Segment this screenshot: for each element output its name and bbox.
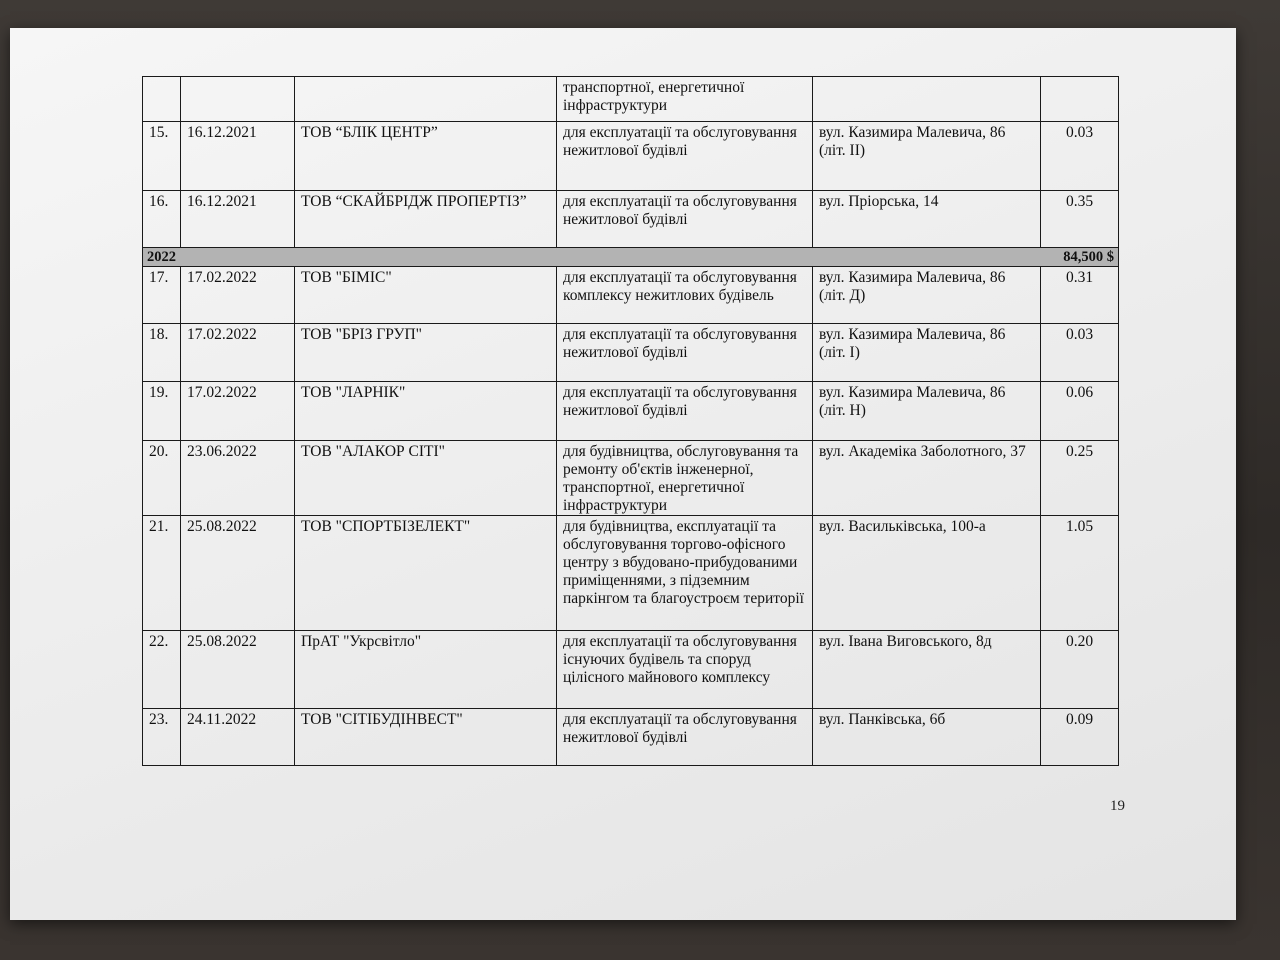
row-tenant: ТОВ "БРІЗ ГРУП" <box>295 324 557 382</box>
row-address <box>813 77 1041 122</box>
row-address: вул. Казимира Малевича, 86 (літ. І) <box>813 324 1041 382</box>
row-number: 19. <box>143 382 181 441</box>
land-lease-table <box>142 76 1119 766</box>
table-row <box>143 631 1119 709</box>
year-total: 84,500 $ <box>1063 249 1114 265</box>
row-area: 0.35 <box>1041 191 1119 248</box>
row-tenant: ТОВ "СІТІБУДІНВЕСТ" <box>295 709 557 766</box>
table-row <box>143 441 1119 516</box>
row-address: вул. Казимира Малевича, 86 (літ. Д) <box>813 267 1041 324</box>
row-address: вул. Казимира Малевича, 86 (літ. ІІ) <box>813 122 1041 191</box>
row-purpose: для експлуатації та обслуговування нежитлової будівлі <box>557 191 813 248</box>
row-number: 17. <box>143 267 181 324</box>
row-purpose: для експлуатації та обслуговування комплексу нежитлових будівель <box>557 267 813 324</box>
row-area: 0.25 <box>1041 441 1119 516</box>
row-date: 25.08.2022 <box>181 631 295 709</box>
row-date <box>181 77 295 122</box>
row-address: вул. Академіка Заболотного, 37 <box>813 441 1041 516</box>
document-page <box>10 28 1236 920</box>
row-purpose: для будівництва, експлуатації та обслуговування торгово-офісного центру з вбудовано-прибудованими приміщеннями, з підземним паркінгом та благоустроєм території <box>557 516 813 631</box>
table-row <box>143 267 1119 324</box>
row-tenant: ТОВ "АЛАКОР СІТІ" <box>295 441 557 516</box>
row-tenant: ТОВ "СПОРТБІЗЕЛЕКТ" <box>295 516 557 631</box>
table-row <box>143 709 1119 766</box>
row-purpose: транспортної, енергетичної інфраструктури <box>557 77 813 122</box>
table-row <box>143 77 1119 122</box>
year-row-cell <box>143 248 1119 267</box>
year-label: 2022 <box>147 249 176 265</box>
row-date: 16.12.2021 <box>181 191 295 248</box>
row-purpose: для експлуатації та обслуговування нежитлової будівлі <box>557 382 813 441</box>
row-tenant: ТОВ “БЛІК ЦЕНТР” <box>295 122 557 191</box>
row-date: 25.08.2022 <box>181 516 295 631</box>
row-date: 17.02.2022 <box>181 382 295 441</box>
row-purpose: для експлуатації та обслуговування нежитлової будівлі <box>557 709 813 766</box>
table-row <box>143 122 1119 191</box>
row-area: 0.03 <box>1041 122 1119 191</box>
row-number: 15. <box>143 122 181 191</box>
row-area: 0.09 <box>1041 709 1119 766</box>
row-tenant: ТОВ "ЛАРНІК" <box>295 382 557 441</box>
row-number <box>143 77 181 122</box>
row-number: 22. <box>143 631 181 709</box>
row-date: 23.06.2022 <box>181 441 295 516</box>
row-purpose: для експлуатації та обслуговування існуючих будівель та споруд цілісного майнового комплексу <box>557 631 813 709</box>
row-tenant: ПрАТ "Укрсвітло" <box>295 631 557 709</box>
row-area: 0.31 <box>1041 267 1119 324</box>
row-number: 21. <box>143 516 181 631</box>
table-row <box>143 382 1119 441</box>
row-address: вул. Васильківська, 100-а <box>813 516 1041 631</box>
row-number: 16. <box>143 191 181 248</box>
row-date: 17.02.2022 <box>181 324 295 382</box>
row-number: 20. <box>143 441 181 516</box>
row-address: вул. Казимира Малевича, 86 (літ. Н) <box>813 382 1041 441</box>
row-area: 1.05 <box>1041 516 1119 631</box>
row-tenant: ТОВ "БІМІС" <box>295 267 557 324</box>
row-area <box>1041 77 1119 122</box>
row-purpose: для експлуатації та обслуговування нежитлової будівлі <box>557 122 813 191</box>
row-tenant <box>295 77 557 122</box>
row-address: вул. Пріорська, 14 <box>813 191 1041 248</box>
row-address: вул. Панківська, 6б <box>813 709 1041 766</box>
table-row <box>143 191 1119 248</box>
row-date: 17.02.2022 <box>181 267 295 324</box>
row-date: 24.11.2022 <box>181 709 295 766</box>
row-number: 23. <box>143 709 181 766</box>
row-address: вул. Івана Виговського, 8д <box>813 631 1041 709</box>
row-area: 0.20 <box>1041 631 1119 709</box>
table-row <box>143 516 1119 631</box>
row-number: 18. <box>143 324 181 382</box>
year-row <box>143 248 1119 267</box>
row-area: 0.06 <box>1041 382 1119 441</box>
row-area: 0.03 <box>1041 324 1119 382</box>
row-date: 16.12.2021 <box>181 122 295 191</box>
table-row <box>143 324 1119 382</box>
page-number: 19 <box>1110 798 1125 814</box>
row-purpose: для будівництва, обслуговування та ремонту об'єктів інженерної, транспортної, енергетичної інфраструктури <box>557 441 813 516</box>
row-purpose: для експлуатації та обслуговування нежитлової будівлі <box>557 324 813 382</box>
row-tenant: ТОВ “СКАЙБРІДЖ ПРОПЕРТІЗ” <box>295 191 557 248</box>
